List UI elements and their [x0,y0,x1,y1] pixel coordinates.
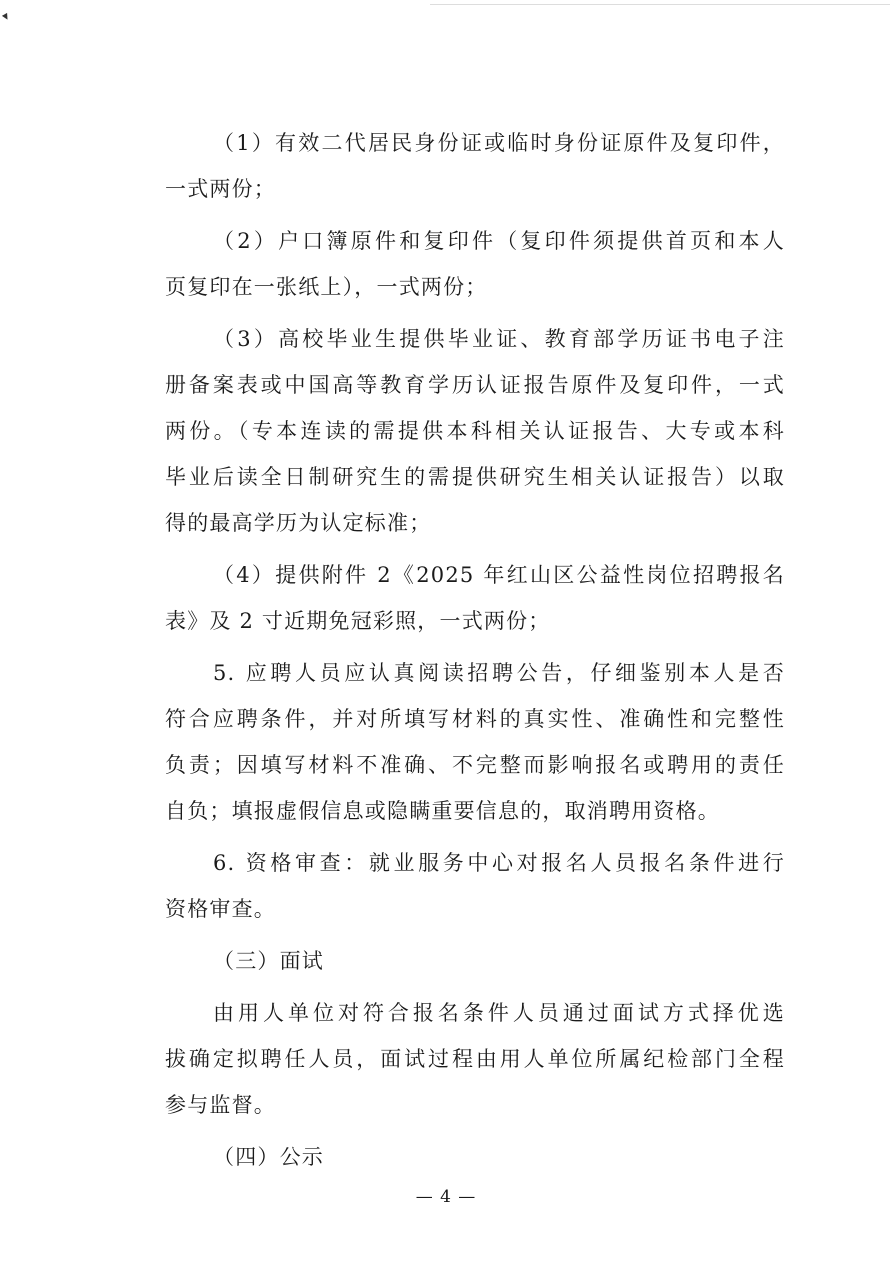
text-line: （4）提供附件 2《2025 年红山区公益性岗位招聘报名 [213,563,785,587]
text-line: 表》及 2 寸近期免冠彩照，一式两份； [165,609,551,633]
text-line: 符合应聘条件，并对所填写材料的真实性、准确性和完整性 [165,707,785,731]
text-line: （四）公示 [213,1145,324,1169]
document-body [165,120,785,1180]
text-line: 5. 应聘人员应认真阅读招聘公告，仔细鉴别本人是否 [213,661,785,685]
text-line: （三）面试 [213,949,324,973]
text-line: 拔确定拟聘任人员，面试过程由用人单位所属纪检部门全程 [165,1047,785,1071]
text-line: 自负；填报虚假信息或隐瞒重要信息的，取消聘用资格。 [165,799,720,823]
text-line: （3）高校毕业生提供毕业证、教育部学历证书电子注 [213,327,785,351]
text-line: 页复印在一张纸上），一式两份； [165,275,488,299]
scan-edge-line [430,4,890,5]
text-line: 得的最高学历为认定标准； [165,511,432,535]
text-line: 负责；因填写材料不准确、不完整而影响报名或聘用的责任 [165,753,785,777]
text-line: 毕业后读全日制研究生的需提供研究生相关认证报告）以取 [165,465,785,489]
text-line: 参与监督。 [165,1093,276,1117]
text-line: （2）户口簿原件和复印件（复印件须提供首页和本人 [213,229,785,253]
text-line: 册备案表或中国高等教育学历认证报告原件及复印件，一式 [165,373,785,397]
text-line: 资格审查。 [165,897,276,921]
text-line: 6. 资格审查：就业服务中心对报名人员报名条件进行 [213,851,785,875]
text-line: 两份。（专本连读的需提供本科相关认证报告、大专或本科 [165,419,785,443]
text-line: 由用人单位对符合报名条件人员通过面试方式择优选 [213,1001,785,1025]
text-line: （1）有效二代居民身份证或临时身份证原件及复印件， [213,131,785,155]
scan-corner-mark [2,13,10,21]
page-number: — 4 — [415,1187,477,1207]
text-line: 一式两份； [165,177,276,201]
